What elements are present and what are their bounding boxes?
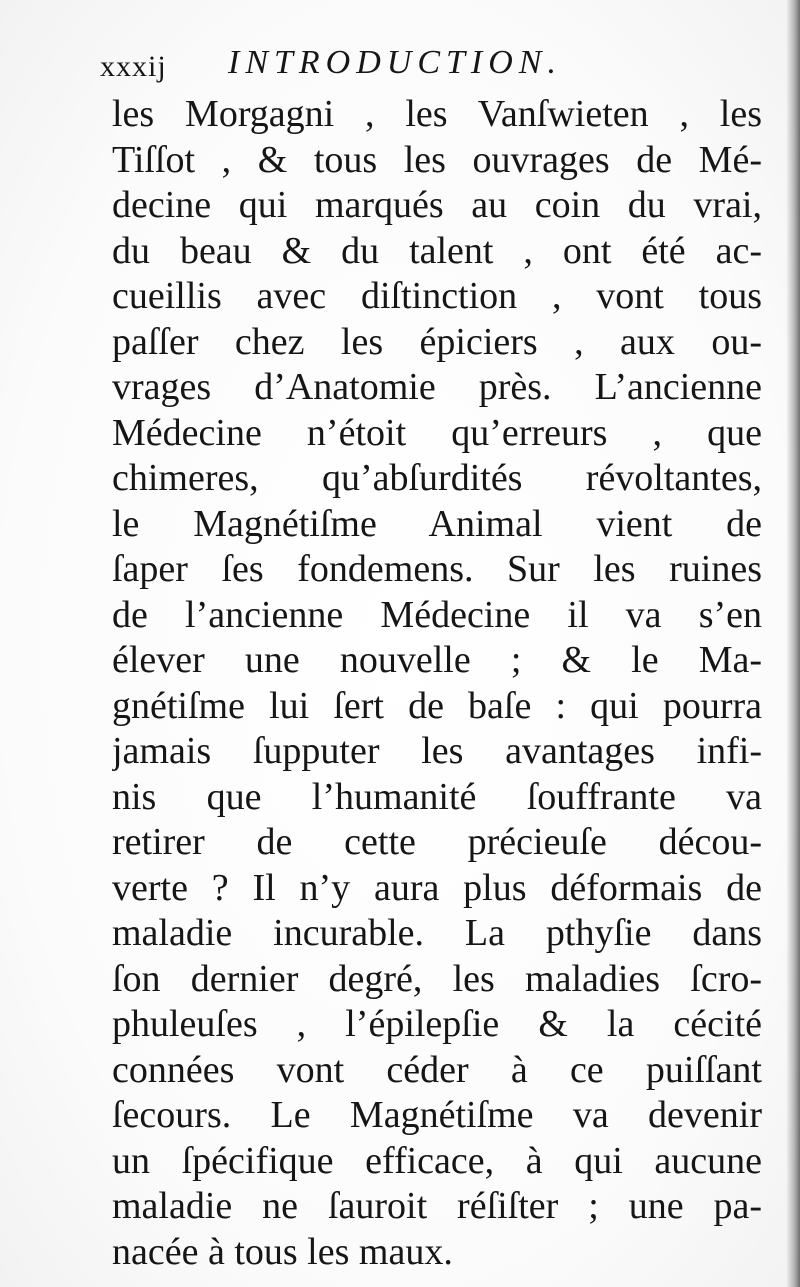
text-line: chimeres, qu’abſurdités révoltantes,	[112, 457, 762, 499]
text-line: du beau & du talent , ont été ac-	[112, 229, 762, 272]
text-line: cueillis avec diſtinction , vont tous	[112, 275, 762, 317]
page-header	[100, 44, 760, 90]
text-line: de l’ancienne Médecine il va s’en	[112, 593, 762, 636]
running-title: INTRODUCTION.	[228, 44, 562, 81]
text-line: un ſpécifique efficace, à qui aucune	[112, 1139, 762, 1182]
text-line: gnétiſme lui ſert de baſe : qui pourra	[112, 684, 762, 727]
text-line: Tiſſot , & tous les ouvrages de Mé-	[112, 138, 762, 181]
text-line: Médecine n’étoit qu’erreurs , que	[112, 411, 762, 454]
body-text	[112, 92, 762, 1275]
text-line: connées vont céder à ce puiſſant	[112, 1048, 762, 1091]
text-line: élever une nouvelle ; & le Ma-	[112, 639, 762, 681]
text-line: le Magnétiſme Animal vient de	[112, 502, 762, 545]
text-line: maladie ne ſauroit réſiſter ; une pa-	[112, 1185, 762, 1227]
text-line: ſon dernier degré, les maladies ſcro-	[112, 957, 762, 1000]
text-line-last: nacée à tous les maux.	[112, 1230, 453, 1273]
text-line: ſecours. Le Magnétiſme va devenir	[112, 1094, 762, 1136]
text-line: vrages d’Anatomie près. L’ancienne	[112, 366, 762, 408]
text-line: phuleuſes , l’épilepſie & la cécité	[112, 1003, 762, 1045]
text-line: verte ? Il n’y aura plus déformais de	[112, 866, 762, 909]
text-line: decine qui marqués au coin du vrai,	[112, 184, 762, 226]
text-line: les Morgagni , les Vanſwieten , les	[112, 93, 762, 135]
text-line: jamais ſupputer les avantages infi-	[112, 730, 762, 772]
text-line: paſſer chez les épiciers , aux ou-	[112, 320, 762, 363]
page-number: xxxij	[100, 50, 167, 83]
text-line: ſaper ſes fondemens. Sur les ruines	[112, 548, 762, 590]
text-line: maladie incurable. La pthyſie dans	[112, 912, 762, 954]
text-line: nis que l’humanité ſouffrante va	[112, 775, 762, 818]
page-edge-shadow	[786, 0, 800, 1287]
text-line: retirer de cette précieuſe décou-	[112, 821, 762, 863]
